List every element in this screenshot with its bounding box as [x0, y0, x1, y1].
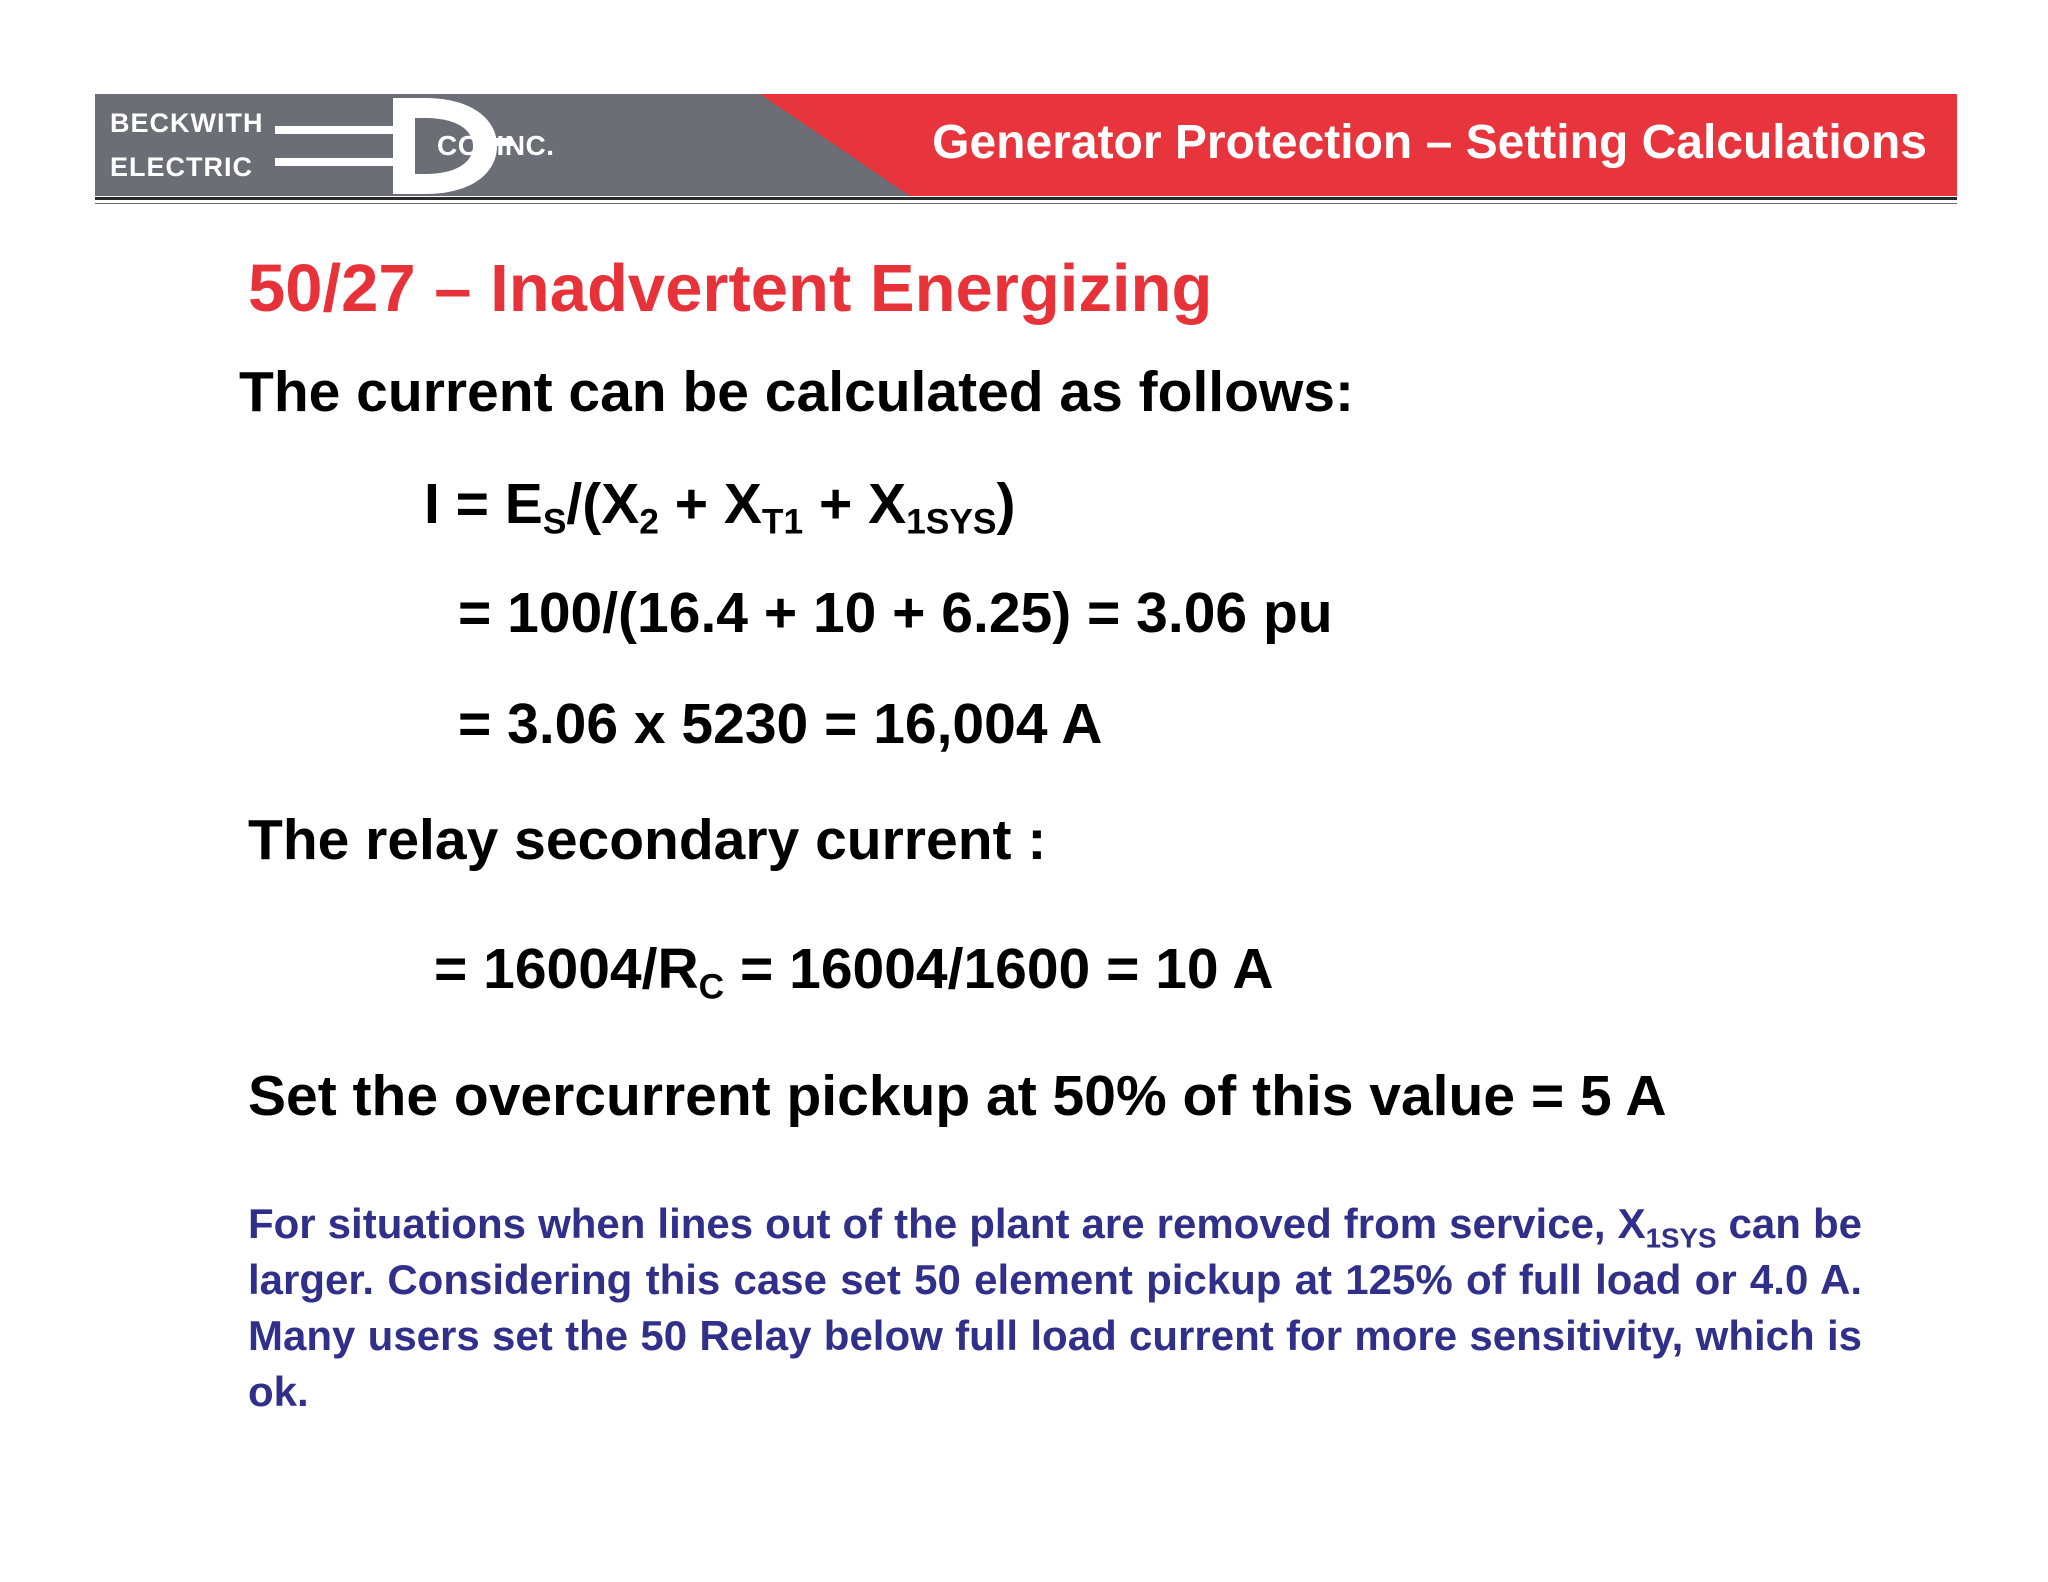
formula-x1sys-subscript: 1SYS	[906, 502, 997, 542]
note-x1sys-subscript: 1SYS	[1645, 1222, 1717, 1254]
slide-title: 50/27 – Inadvertent Energizing	[248, 251, 1213, 326]
company-logo	[95, 94, 795, 196]
service-note-paragraph	[248, 1196, 1862, 1420]
formula-open: /(X	[566, 472, 640, 536]
header-banner	[95, 94, 1957, 196]
relay-calc-prefix: = 16004/R	[434, 937, 699, 1001]
formula-x2-subscript: 2	[639, 502, 659, 542]
calculation-amps: = 3.06 x 5230 = 16,004 A	[458, 692, 1103, 756]
logo-text-beckwith: BECKWITH	[110, 108, 264, 138]
logo-text-co-inc: CO. INC.	[437, 130, 555, 161]
formula-es-subscript: S	[542, 502, 567, 542]
header-rule-thick	[95, 197, 1957, 200]
formula-xt1-subscript: T1	[761, 502, 804, 542]
note-part-2: can be larger. Considering this case set 50 element pickup at 125% of full load or 4.0 A. Many users set the 50 Relay below full load current for more sensitivity, which is ok.	[248, 1200, 1862, 1415]
pickup-setting-text: Set the overcurrent pickup at 50% of this value = 5 A	[248, 1064, 1667, 1128]
relay-calc-rc-subscript: C	[698, 967, 725, 1007]
header-rule-thin	[95, 203, 1957, 204]
current-formula	[424, 472, 1016, 542]
relay-secondary-calculation	[434, 937, 1274, 1007]
note-part-1: For situations when lines out of the plant are removed from service, X	[248, 1200, 1646, 1247]
relay-secondary-heading: The relay secondary current :	[248, 808, 1047, 872]
formula-plus-2: + X	[803, 472, 907, 536]
logo-text-electric: ELECTRIC	[110, 152, 253, 182]
intro-text: The current can be calculated as follows:	[239, 360, 1354, 424]
relay-calc-suffix: = 16004/1600 = 10 A	[724, 937, 1274, 1001]
formula-close: )	[996, 472, 1016, 536]
calculation-per-unit: = 100/(16.4 + 10 + 6.25) = 3.06 pu	[458, 581, 1333, 645]
formula-lhs: I = E	[424, 472, 543, 536]
presentation-title: Generator Protection – Setting Calculations	[932, 116, 1927, 169]
formula-plus-1: + X	[658, 472, 762, 536]
